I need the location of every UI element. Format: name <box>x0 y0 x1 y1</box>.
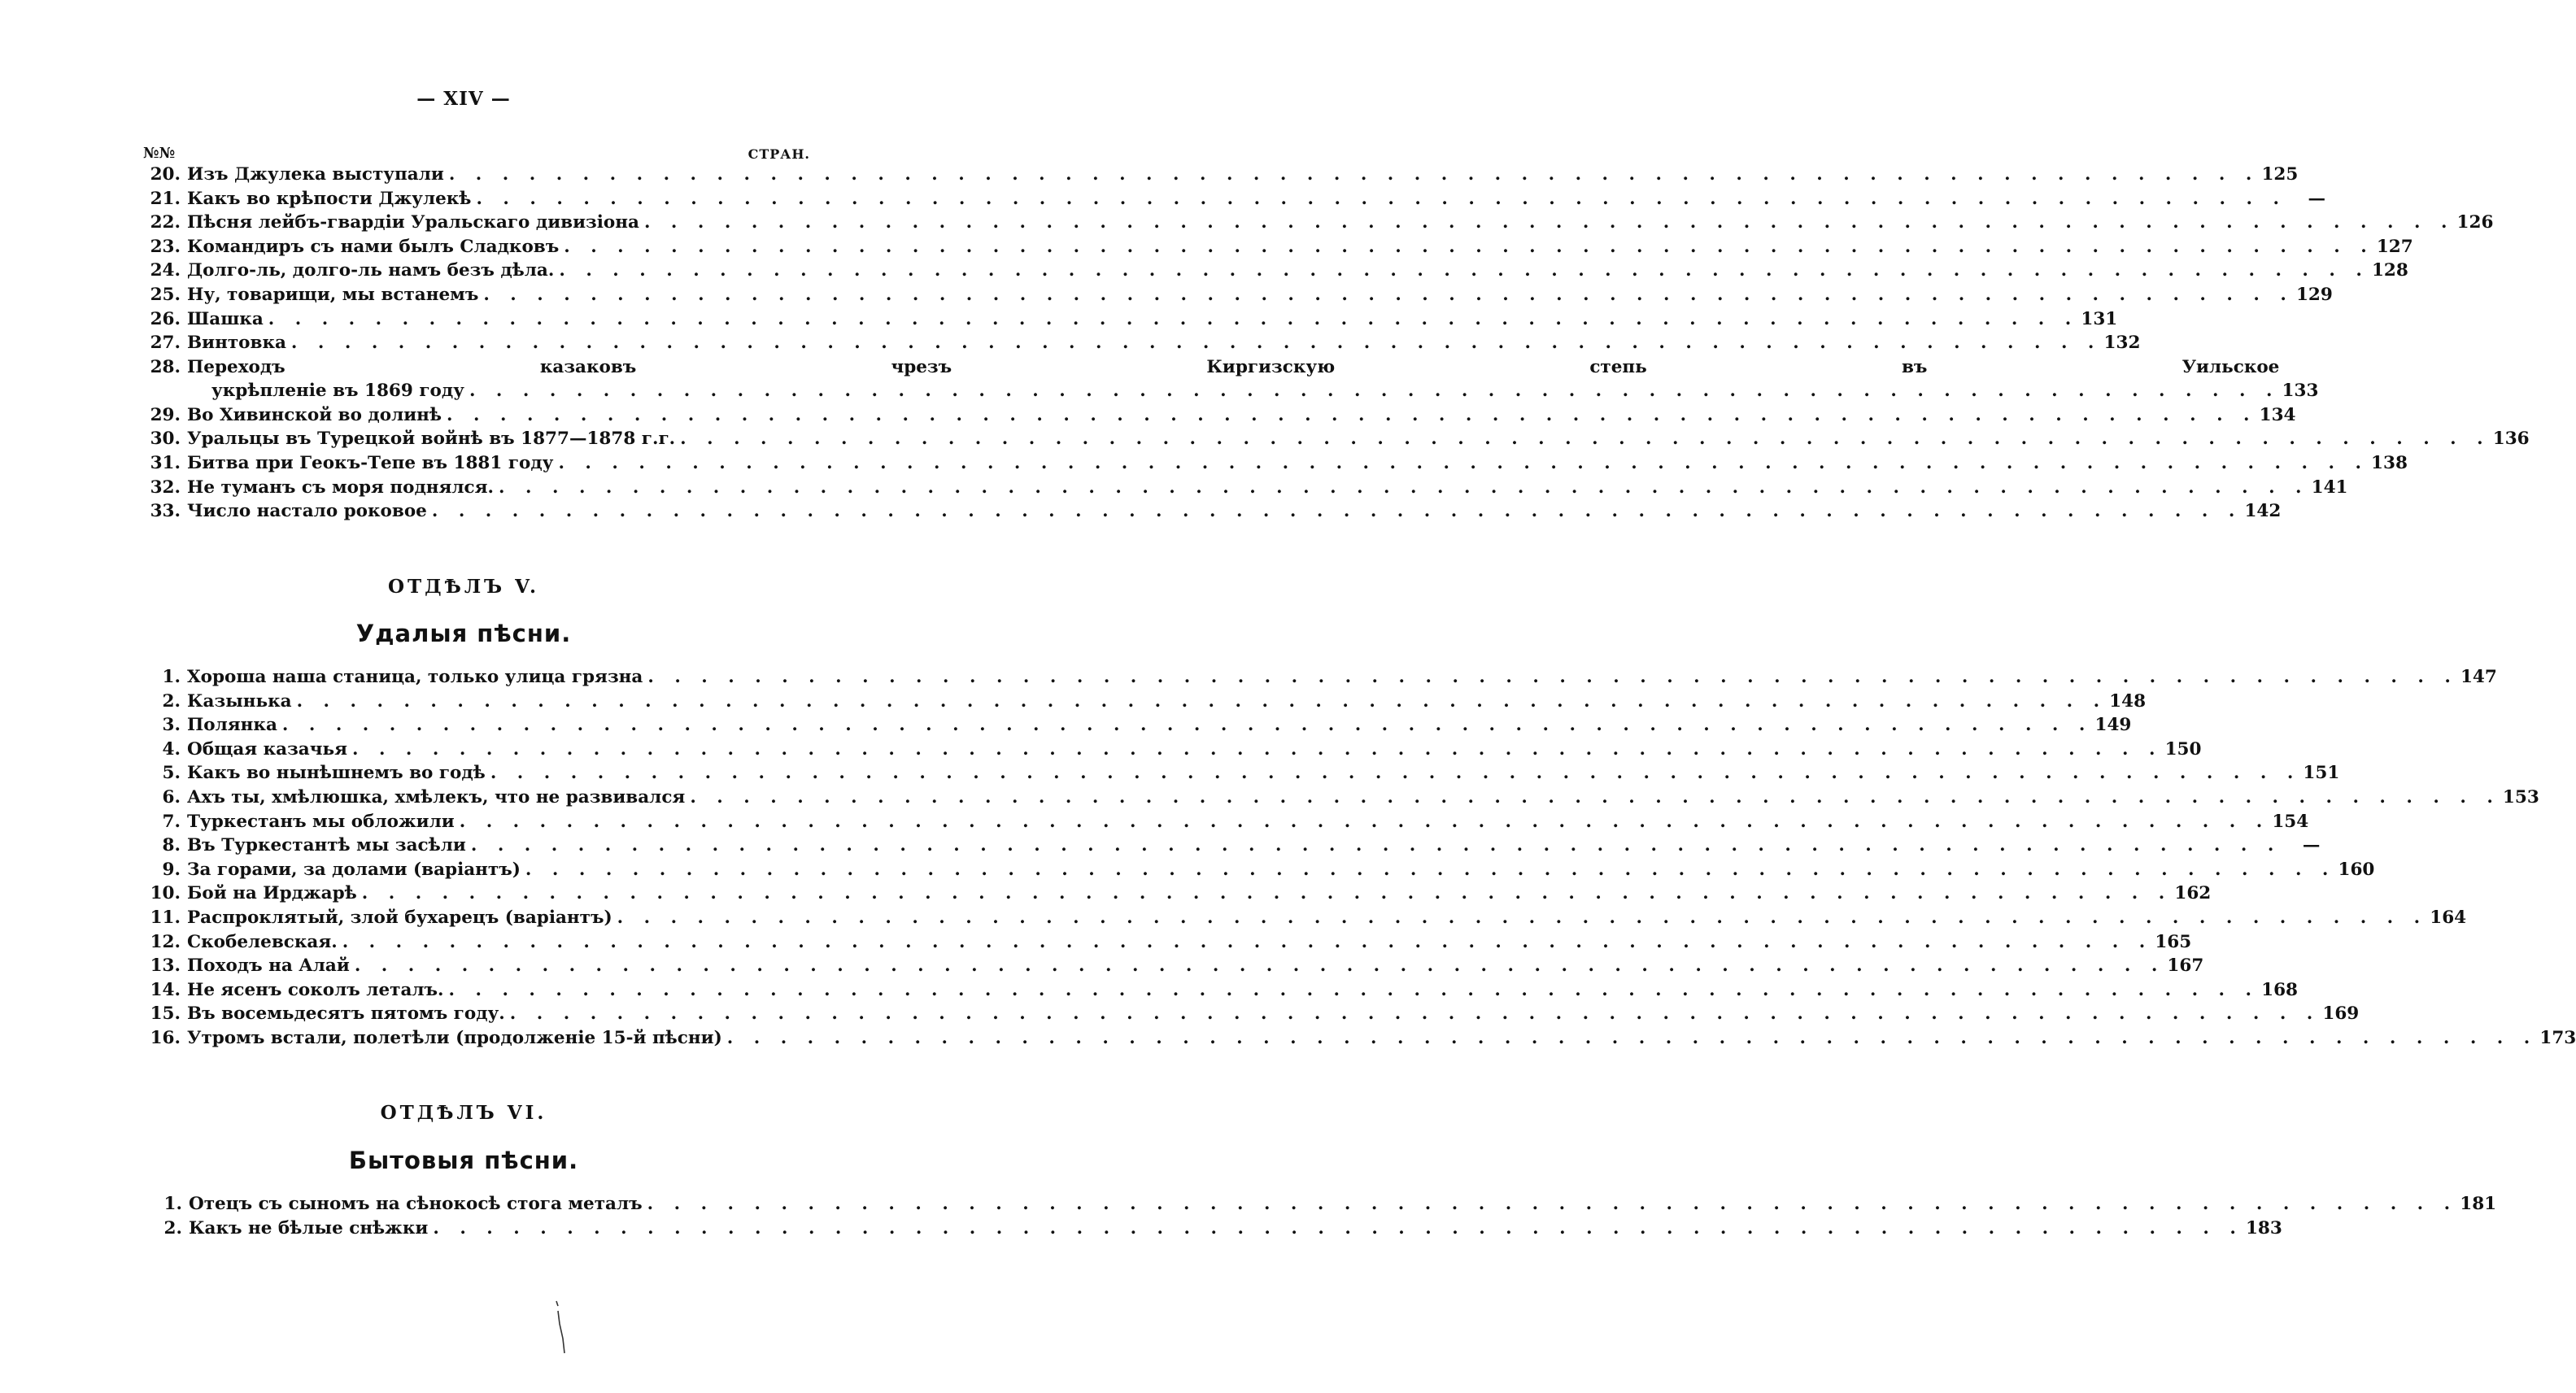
toc-entry[interactable] <box>143 811 2309 836</box>
leader-dots: . . . . . . . . . . . . . . . . . . . . . . . . . . . . . . . . . . . . . . . . . . . . . . . . . . . . . . . . . . . . . . . . . . . . <box>647 667 2458 687</box>
entry-number: 29. <box>150 404 181 425</box>
entry-title: Ахъ ты, хмѣлюшка, хмѣлекъ, что не развивался <box>187 786 686 808</box>
entry-page: 133 <box>2282 381 2319 402</box>
entry-number: 9. <box>162 859 181 880</box>
page-column-label: СТРАН. <box>748 146 810 162</box>
entry-title: Въ Туркестантѣ мы засѣли <box>187 835 466 856</box>
toc-entry[interactable] <box>143 883 2212 908</box>
section-6-title: Бытовыя пѣсни. <box>348 1147 579 1174</box>
entry-title: Долго-ль, долго-ль намъ безъ дѣла. <box>187 260 555 281</box>
leader-dots: . . . . . . . . . . . . . . . . . . . . . . . . . . . . . . . . . . . . . . . . . . . . . . . . . . . . . . . . . . . . . . . . . . . . <box>459 811 2270 832</box>
entry-page: — <box>2308 188 2325 209</box>
leader-dots: . . . . . . . . . . . . . . . . . . . . . . . . . . . . . . . . . . . . . . . . . . . . . . . . . . . . . . . . . . . . . . . . . . . . <box>296 690 2107 712</box>
toc-entry[interactable] <box>143 907 2467 932</box>
entry-page: 141 <box>2311 477 2348 498</box>
toc-entry[interactable] <box>143 404 2296 429</box>
entry-page: 149 <box>2094 715 2132 736</box>
entry-page: 150 <box>2164 738 2202 760</box>
toc-entry[interactable] <box>145 1194 2497 1218</box>
toc-entry[interactable] <box>143 738 2202 764</box>
entry-page: 126 <box>2456 212 2494 233</box>
leader-dots: . . . . . . . . . . . . . . . . . . . . . . . . . . . . . . . . . . . . . . . . . . . . . . . . . . . . . . . . . . . . . . . . . . . . <box>647 1194 2458 1214</box>
leader-dots: . . . . . . . . . . . . . . . . . . . . . . . . . . . . . . . . . . . . . . . . . . . . . . . . . . . . . . . . . . . . . . . . . . . . <box>499 477 2309 498</box>
entry-page: 153 <box>2502 786 2539 808</box>
entry-page: 148 <box>2109 690 2147 712</box>
leader-dots: . . . . . . . . . . . . . . . . . . . . . . . . . . . . . . . . . . . . . . . . . . . . . . . . . . . . . . . . . . . . . . . . . . . . <box>680 429 2491 450</box>
entry-number: 6. <box>162 786 181 808</box>
entry-title-line-1 <box>187 357 2279 381</box>
entry-number: 33. <box>150 501 181 522</box>
entry-title: Распроклятый, злой бухарецъ (варіантъ) <box>187 907 612 928</box>
leader-dots: . . . . . . . . . . . . . . . . . . . . . . . . . . . . . . . . . . . . . . . . . . . . . . . . . . . . . . . . . . . . . . . . . . . . <box>354 956 2165 977</box>
entry-number: 25. <box>150 284 181 305</box>
entry-number: 2. <box>162 690 181 712</box>
toc-entry[interactable] <box>143 429 2530 453</box>
toc-entry[interactable] <box>143 477 2348 502</box>
toc-section-6 <box>145 1194 2497 1242</box>
entry-title: Бой на Ирджарѣ <box>187 883 357 904</box>
entry-title: Число настало роковое <box>187 501 427 522</box>
entry-page: — <box>2302 835 2321 856</box>
toc-entry[interactable] <box>143 786 2539 812</box>
entry-title-line-2: укрѣпленіе въ 1869 году <box>211 381 464 402</box>
toc-entry[interactable] <box>143 333 2141 357</box>
toc-entry[interactable] <box>143 284 2333 309</box>
entry-page: 183 <box>2245 1217 2282 1238</box>
entry-title: Какъ не бѣлые снѣжки <box>189 1217 429 1238</box>
entry-number: 23. <box>150 236 181 257</box>
entry-title: Изъ Джулека выступали <box>187 164 444 185</box>
leader-dots: . . . . . . . . . . . . . . . . . . . . . . . . . . . . . . . . . . . . . . . . . . . . . . . . . . . . . . . . . . . . . . . . . . . . <box>469 381 2280 402</box>
page-number-header: — XIV — <box>416 88 511 110</box>
entry-number: 7. <box>162 811 181 832</box>
entry-title: Скобелевская. <box>187 931 338 952</box>
entry-title: Казынька <box>187 690 292 712</box>
entry-page: 165 <box>2155 931 2192 952</box>
section-5-title: Удалыя пѣсни. <box>355 620 572 647</box>
entry-title: Винтовка <box>187 333 286 354</box>
entry-number: 26. <box>150 308 181 329</box>
entry-number: 15. <box>150 1003 181 1025</box>
leader-dots: . . . . . . . . . . . . . . . . . . . . . . . . . . . . . . . . . . . . . . . . . . . . . . . . . . . . . . . . . . . . . . . . . . . . <box>290 333 2102 354</box>
leader-dots: . . . . . . . . . . . . . . . . . . . . . . . . . . . . . . . . . . . . . . . . . . . . . . . . . . . . . . . . . . . . . . . . . . . . <box>490 763 2301 784</box>
leader-dots: . . . . . . . . . . . . . . . . . . . . . . . . . . . . . . . . . . . . . . . . . . . . . . . . . . . . . . . . . . . . . . . . . . . . <box>564 236 2374 257</box>
entry-title: Шашка <box>187 308 264 329</box>
entry-title: Какъ во нынѣшнемъ во годѣ <box>187 763 486 784</box>
leader-dots: . . . . . . . . . . . . . . . . . . . . . . . . . . . . . . . . . . . . . . . . . . . . . . . . . . . . . . . . . . . . . . . . . . . . <box>361 883 2173 904</box>
entry-title-word: казаковъ <box>539 356 637 377</box>
entry-title-word: степь <box>1589 356 1647 377</box>
entry-page: 151 <box>2303 763 2340 784</box>
entry-number: 8. <box>162 835 181 856</box>
entry-page: 142 <box>2244 501 2282 522</box>
entry-page: 127 <box>2376 236 2413 257</box>
toc-entry[interactable] <box>143 308 2118 333</box>
leader-dots: . . . . . . . . . . . . . . . . . . . . . . . . . . . . . . . . . . . . . . . . . . . . . . . . . . . . . . . . . . . . . . . . . . . . <box>448 164 2260 185</box>
entry-title-word: чрезъ <box>891 356 952 377</box>
entry-page: 134 <box>2259 404 2296 425</box>
toc-entry[interactable] <box>143 501 2282 525</box>
entry-page: 128 <box>2371 260 2408 281</box>
entry-title: Ну, товарищи, мы встанемъ <box>187 284 479 305</box>
entry-page: 181 <box>2460 1194 2497 1214</box>
entry-number: 1. <box>163 1194 182 1214</box>
toc-list <box>145 1194 2497 1242</box>
toc-entry[interactable] <box>143 859 2375 884</box>
section-5-label: ОТДѢЛЪ V. <box>387 576 540 598</box>
entry-page: 164 <box>2430 907 2467 928</box>
entry-title: Полянка <box>187 715 277 736</box>
entry-number: 24. <box>150 260 181 281</box>
toc-entry[interactable] <box>143 260 2408 285</box>
entry-title: Отецъ съ сыномъ на сѣнокосѣ стога металъ <box>189 1194 643 1214</box>
entry-title: Во Хивинской во долинѣ <box>187 404 442 425</box>
entry-number: 21. <box>150 188 181 209</box>
entry-page: 147 <box>2460 667 2497 687</box>
entry-number: 31. <box>150 452 181 473</box>
entry-title: Общая казачья <box>187 738 347 760</box>
toc-section-5 <box>143 667 2576 1052</box>
toc-entry[interactable] <box>143 763 2340 787</box>
toc-entry[interactable] <box>145 1217 2282 1243</box>
toc-entry[interactable] <box>143 956 2204 980</box>
entry-title: Въ восемьдесятъ пятомъ году. <box>187 1003 505 1025</box>
number-column-label: №№ <box>143 145 176 162</box>
leader-dots: . . . . . . . . . . . . . . . . . . . . . . . . . . . . . . . . . . . . . . . . . . . . . . . . . . . . . . . . . . . . . . . . . . . . <box>351 738 2163 760</box>
leader-dots: . . . . . . . . . . . . . . . . . . . . . . . . . . . . . . . . . . . . . . . . . . . . . . . . . . . . . . . . . . . . . . . . . . . . <box>509 1003 2321 1025</box>
entry-title-word: въ <box>1901 356 1928 377</box>
entry-page: 162 <box>2174 883 2212 904</box>
entry-number: 28. <box>150 356 181 377</box>
leader-dots: . . . . . . . . . . . . . . . . . . . . . . . . . . . . . . . . . . . . . . . . . . . . . . . . . . . . . . . . . . . . . . . . . . . . <box>433 1217 2243 1238</box>
entry-number: 1. <box>162 667 181 687</box>
entry-number: 30. <box>150 429 181 450</box>
entry-number: 11. <box>150 907 181 928</box>
toc-entry[interactable] <box>143 690 2147 716</box>
entry-title-word: Киргизскую <box>1206 356 1336 377</box>
toc-entry[interactable] <box>143 1003 2360 1028</box>
leader-dots: . . . . . . . . . . . . . . . . . . . . . . . . . . . . . . . . . . . . . . . . . . . . . . . . . . . . . . . . . . . . . . . . . . . . <box>726 1027 2538 1048</box>
entry-page: 154 <box>2272 811 2309 832</box>
entry-page: 173 <box>2539 1027 2576 1048</box>
entry-title-word: Переходъ <box>187 356 285 377</box>
entry-title: Хороша наша станица, только улица грязна <box>187 667 643 687</box>
toc-entry[interactable] <box>143 212 2494 237</box>
toc-entry[interactable] <box>143 236 2413 261</box>
entry-page: 138 <box>2371 452 2408 473</box>
toc-entry[interactable] <box>143 356 2319 405</box>
toc-list <box>143 164 2494 357</box>
scan-artifact-mark <box>553 1299 569 1356</box>
leader-dots: . . . . . . . . . . . . . . . . . . . . . . . . . . . . . . . . . . . . . . . . . . . . . . . . . . . . . . . . . . . . . . . . . . . . <box>342 931 2153 952</box>
entry-number: 10. <box>150 883 181 904</box>
entry-page: 136 <box>2492 429 2530 450</box>
toc-entry[interactable] <box>143 188 2325 213</box>
toc-list <box>143 667 2576 1052</box>
leader-dots: . . . . . . . . . . . . . . . . . . . . . . . . . . . . . . . . . . . . . . . . . . . . . . . . . . . . . . . . . . . . . . . . . . . . <box>268 308 2079 329</box>
leader-dots: . . . . . . . . . . . . . . . . . . . . . . . . . . . . . . . . . . . . . . . . . . . . . . . . . . . . . . . . . . . . . . . . . . . . <box>281 715 2093 736</box>
entry-page: 168 <box>2261 979 2299 1000</box>
entry-page: 125 <box>2261 164 2299 185</box>
toc-entry[interactable] <box>143 715 2132 739</box>
section-6-label: ОТДѢЛЪ VI. <box>380 1102 547 1124</box>
leader-dots: . . . . . . . . . . . . . . . . . . . . . . . . . . . . . . . . . . . . . . . . . . . . . . . . . . . . . . . . . . . . . . . . . . . . <box>447 404 2257 425</box>
leader-dots: . . . . . . . . . . . . . . . . . . . . . . . . . . . . . . . . . . . . . . . . . . . . . . . . . . . . . . . . . . . . . . . . . . . . <box>470 835 2282 856</box>
entry-number: 22. <box>150 212 181 233</box>
entry-number: 5. <box>162 763 181 784</box>
entry-page: 169 <box>2322 1003 2360 1025</box>
entry-page: 160 <box>2338 859 2375 880</box>
toc-entry[interactable] <box>143 667 2497 691</box>
entry-number: 20. <box>150 164 181 185</box>
entry-number: 12. <box>150 931 181 952</box>
entry-title: Не туманъ съ моря поднялся. <box>187 477 495 498</box>
entry-title: За горами, за долами (варіантъ) <box>187 859 521 880</box>
leader-dots: . . . . . . . . . . . . . . . . . . . . . . . . . . . . . . . . . . . . . . . . . . . . . . . . . . . . . . . . . . . . . . . . . . . . <box>431 501 2243 522</box>
entry-number: 32. <box>150 477 181 498</box>
entry-title: Не ясенъ соколъ леталъ. <box>187 979 444 1000</box>
entry-number: 3. <box>162 715 181 736</box>
toc-entry[interactable] <box>143 835 2321 860</box>
entry-number: 14. <box>150 979 181 1000</box>
toc-entry[interactable] <box>143 164 2299 189</box>
entry-title: Битва при Геокъ-Тепе въ 1881 году <box>187 452 554 473</box>
entry-title: Походъ на Алай <box>187 956 350 977</box>
entry-page: 167 <box>2167 956 2204 977</box>
leader-dots: . . . . . . . . . . . . . . . . . . . . . . . . . . . . . . . . . . . . . . . . . . . . . . . . . . . . . . . . . . . . . . . . . . . . <box>525 859 2336 880</box>
leader-dots: . . . . . . . . . . . . . . . . . . . . . . . . . . . . . . . . . . . . . . . . . . . . . . . . . . . . . . . . . . . . . . . . . . . . <box>617 907 2428 928</box>
entry-title: Командиръ съ нами былъ Сладковъ <box>187 236 560 257</box>
leader-dots: . . . . . . . . . . . . . . . . . . . . . . . . . . . . . . . . . . . . . . . . . . . . . . . . . . . . . . . . . . . . . . . . . . . . <box>483 284 2294 305</box>
entry-title-word: Уильское <box>2182 356 2280 377</box>
toc-entry[interactable] <box>143 1027 2576 1052</box>
entry-number: 27. <box>150 333 181 354</box>
leader-dots: . . . . . . . . . . . . . . . . . . . . . . . . . . . . . . . . . . . . . . . . . . . . . . . . . . . . . . . . . . . . . . . . . . . . <box>476 188 2286 209</box>
entry-number: 16. <box>150 1027 181 1048</box>
entry-number: 2. <box>163 1217 182 1238</box>
toc-section-4 <box>143 143 2530 525</box>
entry-title: Уральцы въ Турецкой войнѣ въ 1877—1878 г.г. <box>187 429 676 450</box>
entry-title: Утромъ встали, полетѣли (продолженіе 15-й пѣсни) <box>187 1027 722 1048</box>
entry-title: Какъ во крѣпости Джулекѣ <box>187 188 472 209</box>
toc-entry[interactable] <box>143 979 2299 1004</box>
leader-dots: . . . . . . . . . . . . . . . . . . . . . . . . . . . . . . . . . . . . . . . . . . . . . . . . . . . . . . . . . . . . . . . . . . . . <box>448 979 2260 1000</box>
entry-title: Пѣсня лейбъ-гвардіи Уральскаго дивизіона <box>187 212 639 233</box>
toc-entry[interactable] <box>143 931 2192 956</box>
leader-dots: . . . . . . . . . . . . . . . . . . . . . . . . . . . . . . . . . . . . . . . . . . . . . . . . . . . . . . . . . . . . . . . . . . . . <box>558 452 2369 473</box>
toc-column-header <box>143 143 810 164</box>
entry-number: 4. <box>162 738 181 760</box>
entry-page: 129 <box>2295 284 2333 305</box>
entry-page: 131 <box>2081 308 2118 329</box>
toc-list <box>143 404 2530 525</box>
leader-dots: . . . . . . . . . . . . . . . . . . . . . . . . . . . . . . . . . . . . . . . . . . . . . . . . . . . . . . . . . . . . . . . . . . . . <box>559 260 2369 281</box>
entry-page: 132 <box>2103 333 2141 354</box>
leader-dots: . . . . . . . . . . . . . . . . . . . . . . . . . . . . . . . . . . . . . . . . . . . . . . . . . . . . . . . . . . . . . . . . . . . . <box>643 212 2455 233</box>
entry-title: Туркестанъ мы обложили <box>187 811 455 832</box>
leader-dots: . . . . . . . . . . . . . . . . . . . . . . . . . . . . . . . . . . . . . . . . . . . . . . . . . . . . . . . . . . . . . . . . . . . . <box>690 786 2500 808</box>
entry-number: 13. <box>150 956 181 977</box>
toc-entry[interactable] <box>143 452 2408 477</box>
